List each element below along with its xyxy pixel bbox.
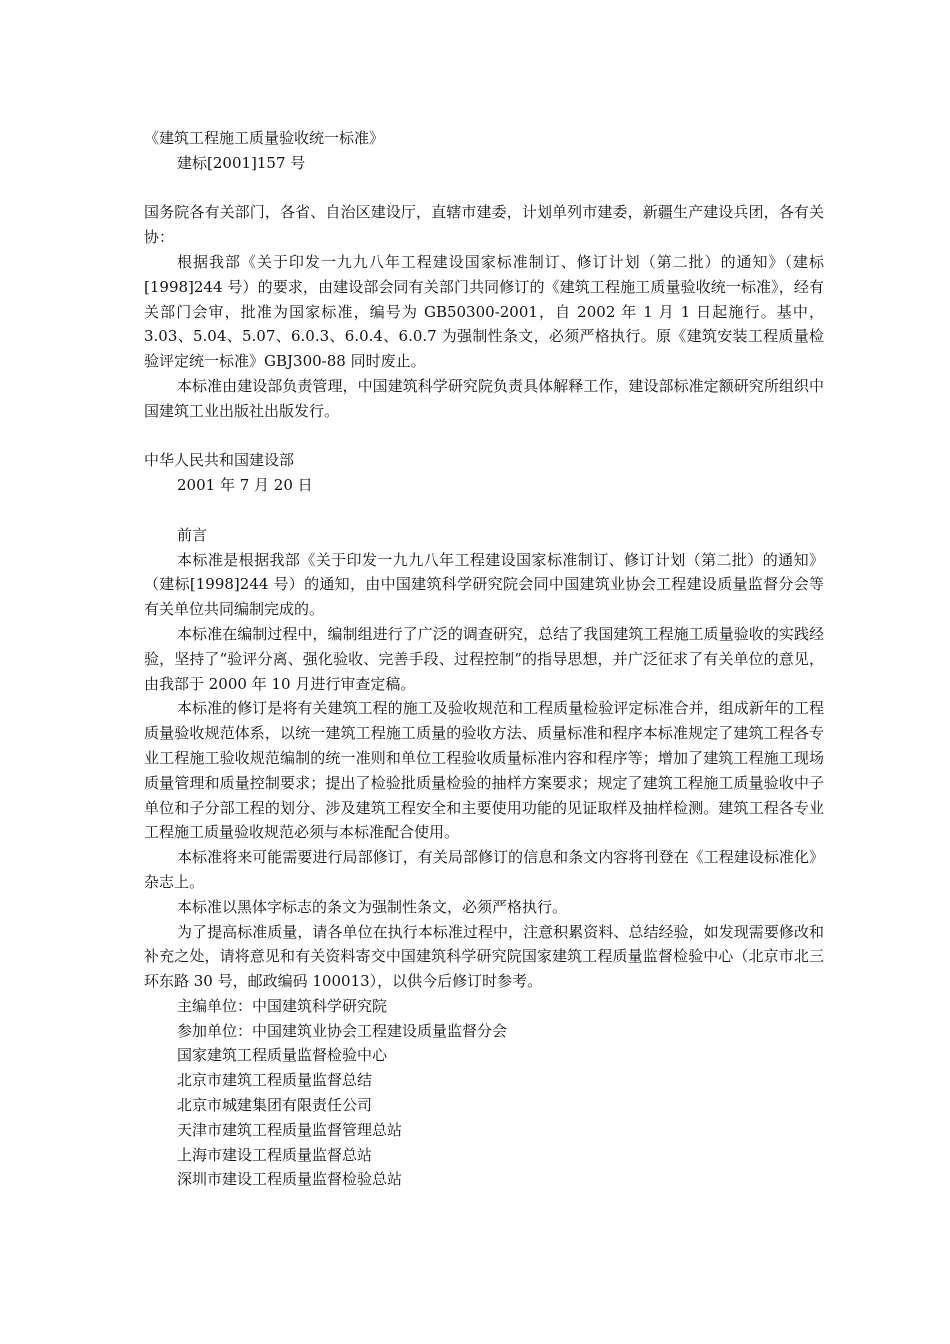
issue-date: 2001 年 7 月 20 日 [177,476,313,495]
issuer: 中华人民共和国建设部 [144,451,295,470]
participating-unit: 北京市建筑工程质量监督总结 [177,1071,373,1090]
spacer [144,498,824,523]
preface-paragraph-4: 本标准将来可能需要进行局部修订，有关局部修订的信息和条文内容将刊登在《工程建设标准化》杂志上。 [144,848,824,891]
participating-unit: 天津市建筑工程质量监督管理总站 [177,1120,403,1139]
participating-unit: 国家建筑工程质量监督检验中心 [177,1046,388,1065]
participating-unit: 上海市建设工程质量监督总站 [177,1145,373,1164]
notice-paragraph-2: 本标准由建设部负责管理，中国建筑科学研究院负责具体解释工作，建设部标准定额研究所组织中国建筑工业出版社出版发行。 [144,376,824,420]
spacer [144,424,824,449]
preface-paragraph-2: 本标准在编制过程中，编制组进行了广泛的调查研究，总结了我国建筑工程施工质量验收的实践经验，坚持了“验评分离、强化验收、完善手段、过程控制”的指导思想，并广泛征求了有关单位的意见，由我部于 2000 年 10 月进行审查定稿。 [144,624,824,693]
participating-unit: 北京市城建集团有限责任公司 [177,1096,373,1115]
participating-unit: 深圳市建设工程质量监督检验总站 [177,1170,403,1189]
participating-unit: 参加单位：中国建筑业协会工程建设质量监督分会 [177,1021,508,1040]
preface-paragraph-1: 本标准是根据我部《关于印发一九九八年工程建设国家标准制订、修订计划（第二批）的通知》（建标[1998]244 号）的通知，由中国建筑科学研究院会同中国建筑业协会工程建设质量监督分会等有关单位共同编制完成的。 [144,550,824,619]
document-number: 建标[2001]157 号 [177,153,306,172]
preface-heading: 前言 [177,525,208,544]
document-title: 《建筑工程施工质量验收统一标准》 [144,129,385,147]
notice-addressee: 国务院各有关部门，各省、自治区建设厅，直辖市建委，计划单列市建委，新疆生产建设兵团，各有关协： [144,203,824,247]
chief-unit: 主编单位：中国建筑科学研究院 [177,996,388,1015]
notice-paragraph-1: 根据我部《关于印发一九九八年工程建设国家标准制订、修订计划（第二批）的通知》（建标[1998]244 号）的要求，由建设部会同有关部门共同修订的《建筑工程施工质量验收统一标准》，经有关部门会审，批准为国家标准，编号为 GB50300-2001，自 2002 年 1 月 1 日起施行。基中，3.03、5.04、5.07、6.0.3、6.0.4、6.0.7 为强制性条文，必须严格执行。原《建筑安装工程质量检验评定统一标准》GBJ300-88 同时废止。 [144,252,824,371]
spacer [144,176,824,201]
document-page [144,126,824,1192]
preface-paragraph-3: 本标准的修订是将有关建筑工程的施工及验收规范和工程质量检验评定标准合并，组成新年的工程质量验收规范体系，以统一建筑工程施工质量的验收方法、质量标准和程序本标准规定了建筑工程各专业工程施工验收规范编制的统一准则和单位工程验收质量标准内容和程序等；增加了建筑工程施工现场质量管理和质量控制要求；提出了检验批质量检验的抽样方案要求；规定了建筑工程施工质量验收中子单位和子分部工程的划分、涉及建筑工程安全和主要使用功能的见证取样及抽样检测。建筑工程各专业工程施工质量验收规范必须与本标准配合使用。 [144,699,824,842]
preface-paragraph-6: 为了提高标准质量，请各单位在执行本标准过程中，注意积累资料、总结经验，如发现需要修改和补充之处，请将意见和有关资料寄交中国建筑科学研究院国家建筑工程质量监督检验中心（北京市北三环东路 30 号，邮政编码 100013），以供今后修订时参考。 [144,922,824,991]
preface-paragraph-5: 本标准以黑体字标志的条文为强制性条文，必须严格执行。 [177,897,568,916]
